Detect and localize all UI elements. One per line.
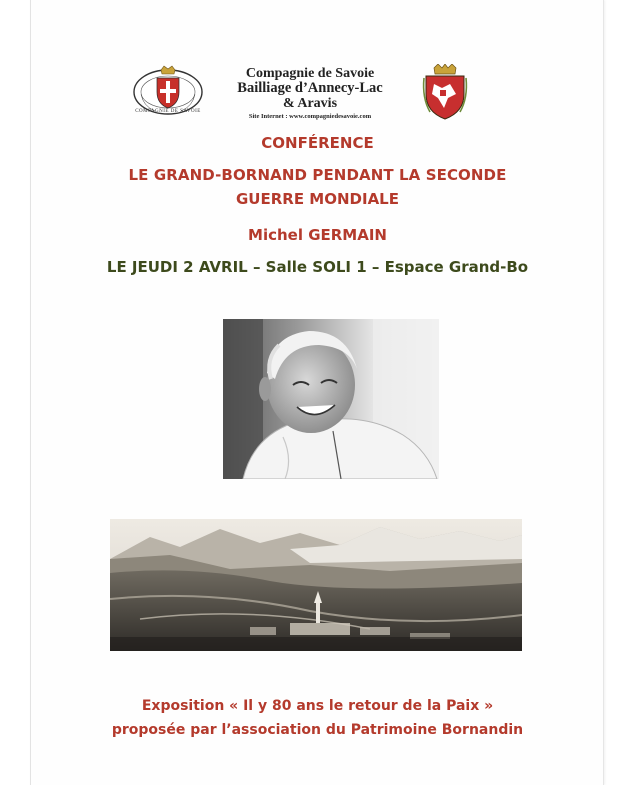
organization-header [210,66,410,121]
event-date-place: LE JEUDI 2 AVRIL – Salle SOLI 1 – Espace Grand-Bo [106,258,529,276]
org-website: Site Internet : www.compagniedesavoie.com [248,113,372,120]
event-speaker: Michel GERMAIN [248,226,387,244]
org-bailliage: Bailliage d’Annecy-Lac [237,80,383,96]
exhibition-line2: proposée par l’association du Patrimoine Bornandin [111,722,524,738]
emblem-caption: COMPAGNIE DE SAVOIE [135,109,201,114]
event-type: CONFÉRENCE [261,134,374,152]
exhibition-line1: Exposition « Il y 80 ans le retour de la Paix » [141,698,494,714]
coat-of-arms-icon [420,64,470,122]
event-title-line1: LE GRAND-BORNAND PENDANT LA SECONDE [128,166,507,184]
org-name: Compagnie de Savoie [245,66,375,81]
event-title-line2: GUERRE MONDIALE [236,190,399,208]
org-region: & Aravis [282,96,338,111]
village-panorama-photo [110,519,522,651]
speaker-portrait-photo [223,319,439,479]
